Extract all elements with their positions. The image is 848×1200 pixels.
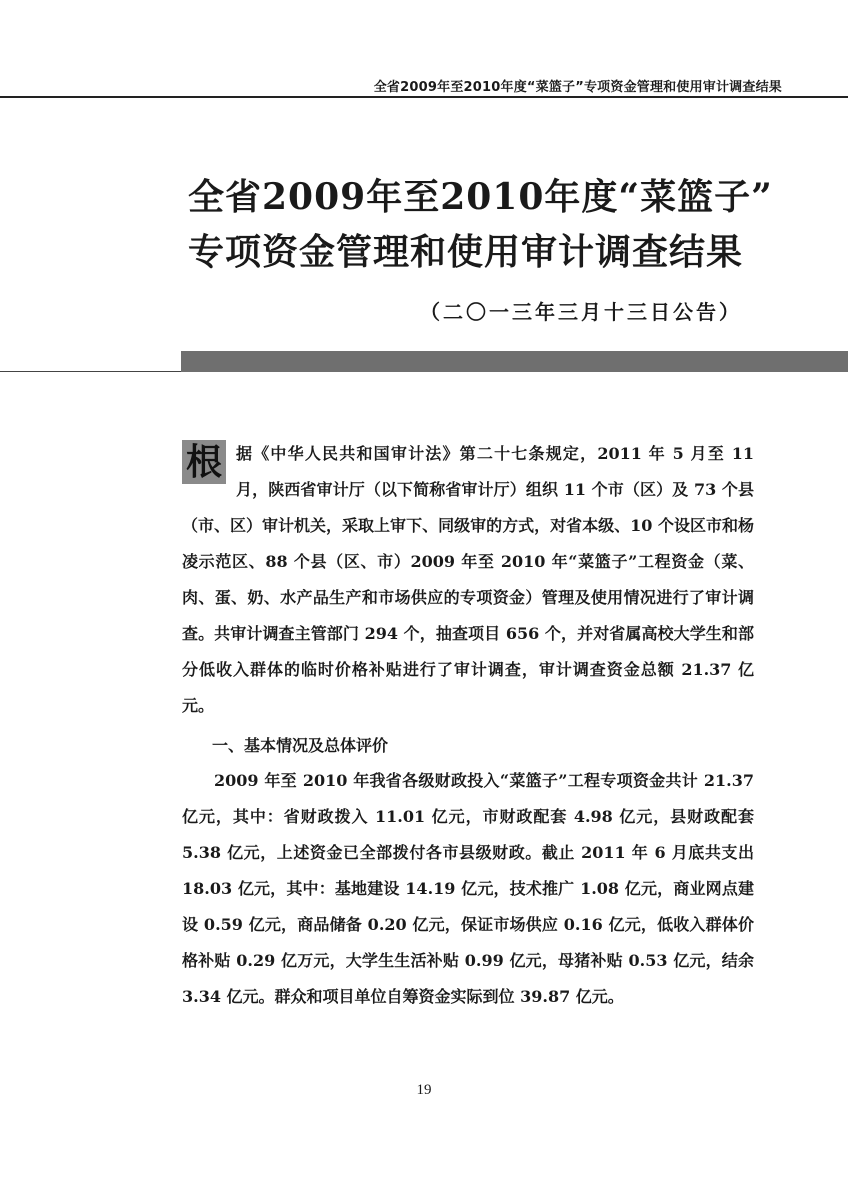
decorative-rule (0, 371, 181, 372)
document-title (188, 170, 808, 280)
paragraph-funds: 2009 年至 2010 年我省各级财政投入“菜篮子”工程专项资金共计 21.37 亿元，其中：省财政拨入 11.01 亿元，市财政配套 4.98 亿元，县财政配套 5.38 亿元，上述资金已全部拨付各市县级财政。截止 2011 年 6 月底共支出 18.03 亿元，其中：基地建设 14.19 亿元，技术推广 1.08 亿元，商业网点建设 0.59 亿元，商品储备 0.20 亿元，保证市场供应 0.16 亿元，低收入群体价格补贴 0.29 亿万元，大学生生活补贴 0.99 亿元，母猪补贴 0.53 亿元，结余 3.34 亿元。群众和项目单位自筹资金实际到位 39.87 亿元。 (182, 771, 754, 1006)
running-header: 全省2009年至2010年度“菜篮子”专项资金管理和使用审计调查结果 (373, 80, 782, 95)
decorative-band (181, 351, 848, 372)
title-line-2: 专项资金管理和使用审计调查结果 (188, 231, 744, 273)
drop-cap: 根 (182, 440, 226, 484)
announcement-date: （二〇一三年三月十三日公告） (420, 300, 742, 324)
section-heading: 一、基本情况及总体评价 (212, 736, 389, 755)
paragraph-intro-text: 据《中华人民共和国审计法》第二十七条规定，2011 年 5 月至 11 月，陕西省审计厅（以下简称省审计厅）组织 11 个市（区）及 73 个县（市、区）审计机关，采取上审下、同级审的方式，对省本级、10 个设区市和杨凌示范区、88 个县（区、市）2009 年至 2010 年“菜篮子”工程资金（菜、肉、蛋、奶、水产品生产和市场供应的专项资金）管理及使用情况进行了审计调查。共审计调查主管部门 294 个，抽查项目 656 个，并对省属高校大学生和部分低收入群体的临时价格补贴进行了审计调查，审计调查资金总额 21.37 亿元。 (182, 444, 754, 715)
paragraph-intro (182, 436, 754, 724)
header-rule (0, 96, 848, 98)
title-line-1: 全省2009年至2010年度“菜篮子” (188, 176, 773, 218)
page-number: 19 (416, 1082, 432, 1098)
